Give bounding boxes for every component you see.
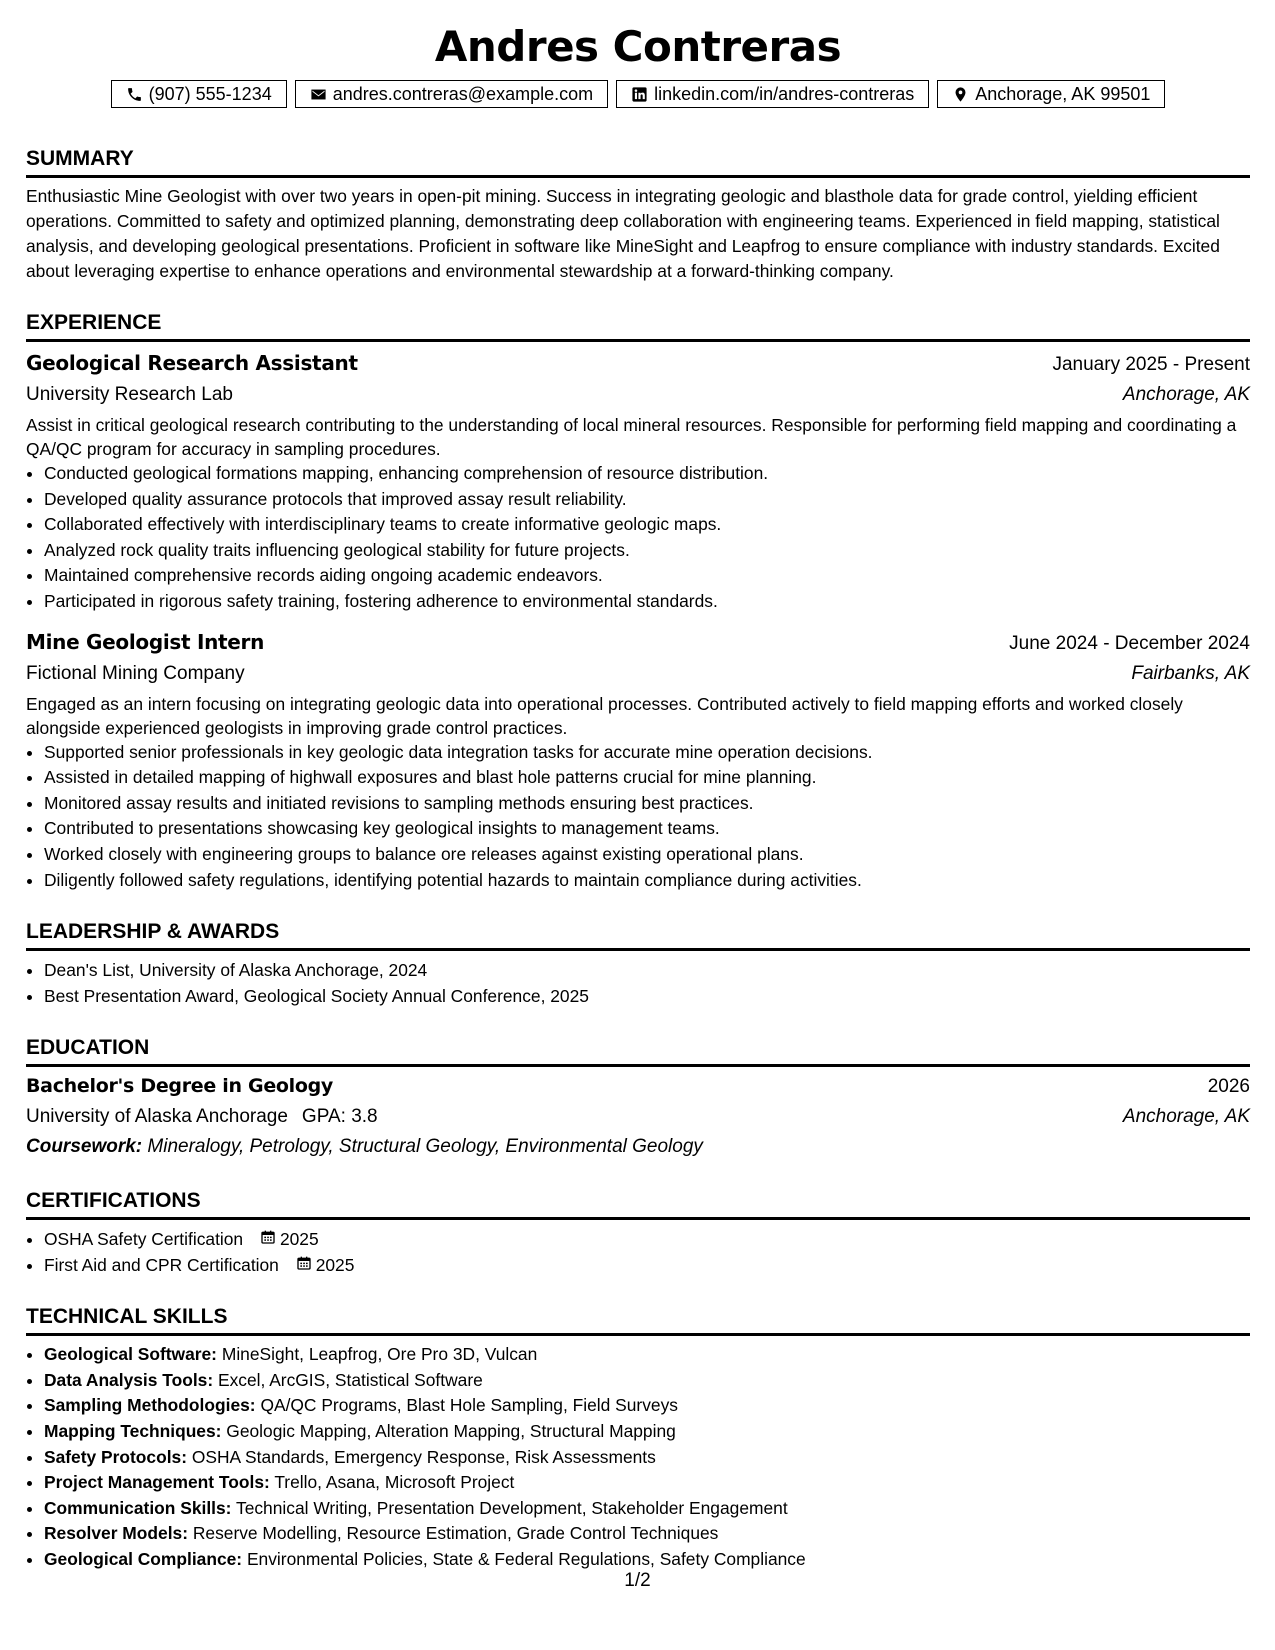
skill-label: Mapping Techniques: (44, 1420, 222, 1441)
experience-section (26, 310, 1250, 893)
skill-value: Excel, ArcGIS, Statistical Software (217, 1369, 483, 1390)
skills-section (26, 1304, 1250, 1572)
certifications-list (26, 1226, 1250, 1278)
list-item: • Worked closely with engineering groups to balance ore releases against existing operational plans. (44, 842, 1250, 868)
resume-page (26, 20, 1250, 1572)
section-title: CERTIFICATIONS (26, 1188, 1250, 1220)
list-item: • Assisted in detailed mapping of highwall exposures and blast hole patterns crucial for mine planning. (44, 765, 1250, 791)
list-item: • Dean's List, University of Alaska Anchorage, 2024 (44, 957, 1250, 983)
skills-list (26, 1342, 1250, 1572)
coursework-text: Mineralogy, Petrology, Structural Geology, Environmental Geology (147, 1136, 703, 1158)
school-line (26, 1102, 378, 1132)
certification-year: 2025 (279, 1229, 319, 1250)
job-location: Anchorage, AK (1122, 384, 1250, 405)
skill-value: Technical Writing, Presentation Development, Stakeholder Engagement (236, 1497, 788, 1518)
section-title: EXPERIENCE (26, 310, 1250, 342)
list-item (44, 1521, 1250, 1547)
list-item (44, 1368, 1250, 1394)
coursework-line (26, 1132, 1250, 1162)
skill-label: Safety Protocols: (44, 1446, 188, 1467)
skill-value: Environmental Policies, State & Federal Regulations, Safety Compliance (246, 1548, 806, 1569)
gpa: GPA: 3.8 (301, 1106, 378, 1128)
job-bullets (26, 461, 1250, 615)
skill-value: MineSight, Leapfrog, Ore Pro 3D, Vulcan (221, 1344, 538, 1365)
section-title: EDUCATION (26, 1035, 1250, 1067)
section-title: TECHNICAL SKILLS (26, 1304, 1250, 1336)
summary-text: Enthusiastic Mine Geologist with over two years in open-pit mining. Success in integrating geologic and blasthole data for grade control, yielding efficient operations. Committed to safety and optimized planning, demonstrating deep collaboration with engineering teams. Experienced in field mapping, statistical analysis, and developing geological presentations. Proficient in software like MineSight and Leapfrog to ensure compliance with industry standards. Excited about leveraging expertise to enhance operations and environmental stewardship at a forward-thinking company. (26, 186, 1220, 281)
list-item (44, 1496, 1250, 1522)
list-item: • Analyzed rock quality traits influencing geological stability for future projects. (44, 538, 1250, 564)
job-entry (26, 348, 1250, 615)
contact-linkedin[interactable] (616, 80, 929, 108)
job-bullets (26, 740, 1250, 894)
job-location: Fairbanks, AK (1131, 662, 1250, 684)
list-item: • Supported senior professionals in key geologic data integration tasks for accurate mine operation decisions. (44, 740, 1250, 766)
skill-label: Geological Compliance: (44, 1548, 243, 1569)
leadership-section (26, 919, 1250, 1009)
job-organization: University Research Lab (26, 384, 233, 405)
list-item: • Diligently followed safety regulations, identifying potential hazards to maintain compliance during activities. (44, 868, 1250, 894)
coursework-label: Coursework: (26, 1136, 143, 1158)
list-item: • Collaborated effectively with interdisciplinary teams to create informative geologic maps. (44, 512, 1250, 538)
envelope-icon (310, 86, 327, 103)
education-section (26, 1035, 1250, 1162)
certifications-section (26, 1188, 1250, 1278)
list-item (44, 1226, 1250, 1252)
list-item: • Best Presentation Award, Geological Society Annual Conference, 2025 (44, 983, 1250, 1009)
job-title: Mine Geologist Intern (26, 629, 265, 654)
list-item (44, 1445, 1250, 1471)
contact-email[interactable] (295, 80, 608, 108)
list-item: • Contributed to presentations showcasing key geological insights to management teams. (44, 816, 1250, 842)
page-number: 1/2 (624, 1570, 651, 1591)
skill-label: Communication Skills: (44, 1497, 232, 1518)
phone-text: (907) 555-1234 (148, 83, 272, 104)
graduation-year: 2026 (1207, 1076, 1250, 1098)
skill-value: Geologic Mapping, Alteration Mapping, Structural Mapping (226, 1420, 676, 1441)
email-text: andres.contreras@example.com (332, 83, 594, 104)
certification-date (260, 1226, 319, 1252)
section-title: SUMMARY (26, 146, 1250, 178)
list-item (44, 1393, 1250, 1419)
job-description: Engaged as an intern focusing on integrating geologic data into operational processes. Contributed actively to field mapping efforts and worked closely alongside experienced geologists in improving grade control practices. (26, 693, 1183, 738)
job-title: Geological Research Assistant (26, 351, 358, 375)
linkedin-text: linkedin.com/in/andres-contreras (654, 83, 915, 104)
certification-year: 2025 (315, 1255, 355, 1276)
certification-date (296, 1252, 355, 1278)
skill-label: Project Management Tools: (44, 1472, 270, 1493)
contact-location[interactable] (937, 80, 1165, 108)
job-dates: January 2025 - Present (1052, 354, 1250, 375)
job-entry (26, 627, 1250, 894)
job-organization: Fictional Mining Company (26, 662, 245, 684)
school-location: Anchorage, AK (1122, 1106, 1250, 1128)
phone-icon (126, 86, 143, 103)
list-item: • Maintained comprehensive records aiding ongoing academic endeavors. (44, 563, 1250, 589)
map-pin-icon (952, 86, 969, 103)
linkedin-icon (631, 86, 648, 103)
skill-label: Data Analysis Tools: (44, 1369, 214, 1390)
skill-label: Resolver Models: (44, 1523, 188, 1544)
job-dates: June 2024 - December 2024 (1009, 632, 1250, 654)
calendar-icon (296, 1252, 312, 1278)
list-item: • Participated in rigorous safety training, fostering adherence to environmental standards. (44, 589, 1250, 615)
skill-label: Sampling Methodologies: (44, 1395, 256, 1416)
summary-section (26, 146, 1250, 284)
skill-value: Trello, Asana, Microsoft Project (274, 1472, 515, 1493)
section-title: LEADERSHIP & AWARDS (26, 919, 1250, 951)
list-item (44, 1470, 1250, 1496)
list-item (44, 1342, 1250, 1368)
contact-phone[interactable] (111, 80, 287, 108)
list-item (44, 1547, 1250, 1573)
awards-list (26, 957, 1250, 1009)
candidate-name: Andres Contreras (434, 22, 842, 71)
school-name: University of Alaska Anchorage (26, 1106, 288, 1128)
skill-value: OSHA Standards, Emergency Response, Risk Assessments (191, 1446, 656, 1467)
contact-bar (26, 80, 1250, 108)
list-item (44, 1252, 1250, 1278)
location-text: Anchorage, AK 99501 (975, 83, 1151, 104)
skill-value: QA/QC Programs, Blast Hole Sampling, Field Surveys (260, 1395, 678, 1416)
list-item: • Monitored assay results and initiated revisions to sampling methods ensuring best practices. (44, 791, 1250, 817)
certification-name: First Aid and CPR Certification (44, 1255, 279, 1276)
skill-value: Reserve Modelling, Resource Estimation, Grade Control Techniques (192, 1523, 719, 1544)
calendar-icon (260, 1226, 276, 1252)
list-item: • Conducted geological formations mapping, enhancing comprehension of resource distribution. (44, 461, 1250, 487)
skill-label: Geological Software: (44, 1344, 217, 1365)
job-description: Assist in critical geological research contributing to the understanding of local mineral resources. Responsible for performing field mapping and coordinating a QA/QC program for accuracy in sampling procedures. (26, 415, 1237, 459)
list-item: • Developed quality assurance protocols that improved assay result reliability. (44, 487, 1250, 513)
certification-name: OSHA Safety Certification (44, 1229, 244, 1250)
degree-title: Bachelor's Degree in Geology (26, 1075, 334, 1098)
list-item (44, 1419, 1250, 1445)
